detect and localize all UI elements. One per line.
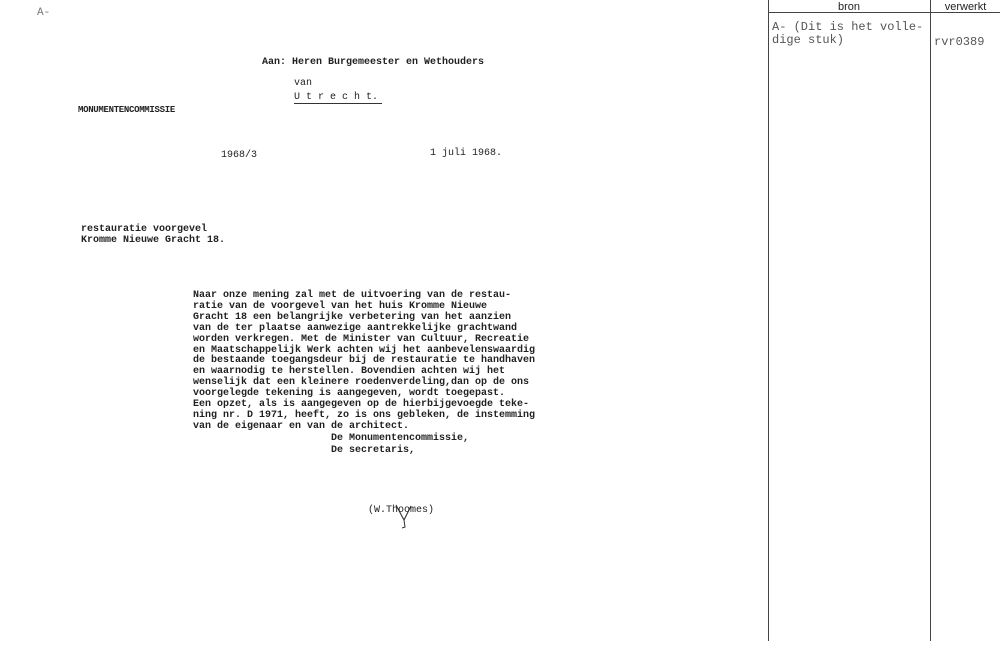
body-line: van de eigenaar en van de architect.: [193, 420, 410, 432]
bron-note-line-1: A- (Dit is het volle-: [772, 20, 924, 34]
column-header-bron: bron: [837, 1, 861, 13]
body-line: voorgelegde tekening is aangegeven, wordt toegepast.: [193, 388, 506, 400]
letter-body: [193, 291, 553, 433]
subject-line-1: restauratie voorgevel: [81, 224, 208, 235]
body-line: van de ter plaatse aanwezige aantrekkelijke grachtwand: [193, 322, 518, 334]
reference-number: 1968/3: [221, 150, 258, 161]
handwritten-signature: [393, 466, 431, 566]
body-line: Gracht 18 een belangrijke verbetering van het aanzien: [193, 311, 512, 323]
body-line: Naar onze mening zal met de uitvoering van de restau-: [193, 290, 512, 301]
signatory-name: (W.Thoomes): [368, 505, 435, 516]
sender-name: MONUMENTENCOMMISSIE: [78, 105, 175, 115]
column-header-verwerkt: verwerkt: [944, 1, 987, 13]
body-line: ning nr. D 1971, heeft, zo is ons gebleken, de instemming: [193, 409, 536, 421]
body-line: en Maatschappelijk Werk achten wij het aanbevelenswaardig: [193, 344, 536, 356]
subject-line-2: Kromme Nieuwe Gracht 18.: [81, 235, 226, 246]
addressee-city-underline: [294, 103, 382, 104]
body-line: en waarnodig te herstellen. Bovendien achten wij het: [193, 366, 506, 378]
bron-note-line-2: dige stuk): [772, 33, 845, 47]
addressee-city: U t r e c h t.: [294, 92, 379, 103]
body-line: wenselijk dat een kleinere roedenverdeling,dan op de ons: [193, 377, 530, 389]
body-line: Een opzet, als is aangegeven op de hierbijgevoegde teke-: [193, 399, 530, 411]
addressee-line-2: van: [294, 78, 313, 89]
verwerkt-value: rvr0389: [934, 35, 985, 49]
closing-line-2: De secretaris,: [331, 445, 416, 456]
body-line: de bestaande toegangsdeur bij de restauratie te handhaven: [193, 355, 536, 367]
addressee-line-1: Aan: Heren Burgemeester en Wethouders: [262, 57, 485, 68]
table-divider-left: [768, 0, 769, 641]
closing-line-1: De Monumentencommissie,: [331, 433, 470, 444]
body-line: worden verkregen. Met de Minister van Cultuur, Recreatie: [193, 333, 530, 345]
body-line: ratie van de voorgevel van het huis Kromme Nieuwe: [193, 300, 488, 312]
table-divider-middle: [930, 0, 931, 641]
letter-date: 1 juli 1968.: [430, 148, 503, 159]
page-marker: A-: [37, 7, 51, 19]
